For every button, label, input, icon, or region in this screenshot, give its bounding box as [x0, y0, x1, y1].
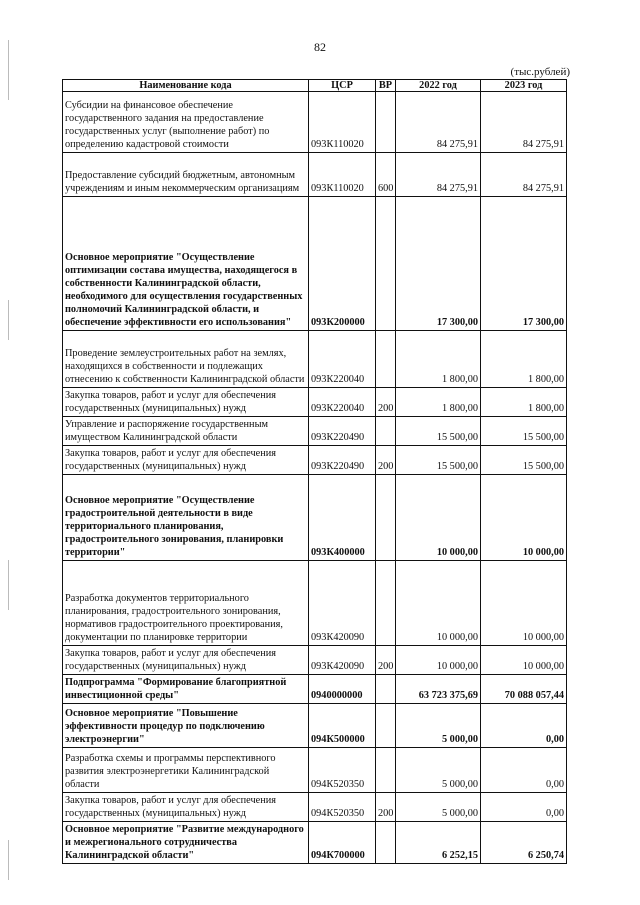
row-value-2022: 10 000,00 [396, 475, 481, 561]
row-name: Предоставление субсидий бюджетным, автономным учреждениям и иным некоммерческим организациям [63, 153, 309, 197]
row-name: Разработка документов территориального планирования, градостроительного зонирования, нормативов градостроительного проектирования, документации по планировке территории [63, 561, 309, 646]
row-name: Закупка товаров, работ и услуг для обеспечения государственных (муниципальных) нужд [63, 446, 309, 475]
row-value-2023: 0,00 [481, 793, 567, 822]
row-name: Проведение землеустроительных работ на землях, находящихся в собственности и подлежащих отнесению к собственности Калининградской области [63, 331, 309, 388]
row-name: Разработка схемы и программы перспективного развития электроэнергетики Калининградской области [63, 748, 309, 793]
row-vr [376, 475, 396, 561]
row-name: Управление и распоряжение государственным имуществом Калининградской области [63, 417, 309, 446]
row-value-2022: 5 000,00 [396, 793, 481, 822]
row-value-2023: 6 250,74 [481, 822, 567, 864]
row-value-2023: 17 300,00 [481, 197, 567, 331]
row-value-2022: 84 275,91 [396, 153, 481, 197]
row-vr: 200 [376, 793, 396, 822]
row-value-2023: 70 088 057,44 [481, 675, 567, 704]
row-value-2023: 0,00 [481, 748, 567, 793]
table-row [63, 475, 567, 561]
table-row [63, 822, 567, 864]
row-value-2022: 84 275,91 [396, 92, 481, 153]
table-row [63, 153, 567, 197]
row-value-2022: 1 800,00 [396, 388, 481, 417]
table-row [63, 197, 567, 331]
row-value-2022: 17 300,00 [396, 197, 481, 331]
row-csr: 093К110020 [309, 153, 376, 197]
row-name: Закупка товаров, работ и услуг для обеспечения государственных (муниципальных) нужд [63, 388, 309, 417]
row-csr: 093К220490 [309, 446, 376, 475]
row-name: Основное мероприятие "Развитие международного и межрегионального сотрудничества Калининградской области" [63, 822, 309, 864]
table-row [63, 793, 567, 822]
row-vr: 600 [376, 153, 396, 197]
row-value-2022: 6 252,15 [396, 822, 481, 864]
budget-table [62, 79, 567, 864]
row-csr: 093К110020 [309, 92, 376, 153]
table-row [63, 646, 567, 675]
row-value-2022: 63 723 375,69 [396, 675, 481, 704]
row-vr [376, 92, 396, 153]
header-2023: 2023 год [481, 80, 567, 92]
row-csr: 0940000000 [309, 675, 376, 704]
header-2022: 2022 год [396, 80, 481, 92]
row-value-2023: 15 500,00 [481, 446, 567, 475]
row-value-2022: 1 800,00 [396, 331, 481, 388]
row-name: Подпрограмма "Формирование благоприятной инвестиционной среды" [63, 675, 309, 704]
table-row [63, 417, 567, 446]
row-vr [376, 704, 396, 748]
row-value-2023: 10 000,00 [481, 646, 567, 675]
row-vr [376, 197, 396, 331]
table-row [63, 388, 567, 417]
row-value-2023: 1 800,00 [481, 388, 567, 417]
row-vr [376, 417, 396, 446]
row-value-2023: 15 500,00 [481, 417, 567, 446]
table-row [63, 561, 567, 646]
row-csr: 093К420090 [309, 561, 376, 646]
row-value-2022: 5 000,00 [396, 748, 481, 793]
row-csr: 093К200000 [309, 197, 376, 331]
row-vr [376, 748, 396, 793]
scan-edge-marks [8, 0, 10, 905]
row-vr [376, 822, 396, 864]
row-name: Субсидии на финансовое обеспечение государственного задания на предоставление государственных услуг (выполнение работ) по определению кадастровой стоимости [63, 92, 309, 153]
row-csr: 093К220490 [309, 417, 376, 446]
table-row [63, 92, 567, 153]
row-value-2022: 15 500,00 [396, 417, 481, 446]
row-vr [376, 675, 396, 704]
row-name: Основное мероприятие "Осуществление градостроительной деятельности в виде территориального планирования, градостроительного зонирования, планировки территории" [63, 475, 309, 561]
row-name: Закупка товаров, работ и услуг для обеспечения государственных (муниципальных) нужд [63, 793, 309, 822]
row-vr [376, 331, 396, 388]
header-vr: ВР [376, 80, 396, 92]
row-vr: 200 [376, 446, 396, 475]
units-label: (тыс.рублей) [510, 66, 570, 78]
row-vr: 200 [376, 388, 396, 417]
header-csr: ЦСР [309, 80, 376, 92]
row-value-2023: 10 000,00 [481, 475, 567, 561]
row-name: Основное мероприятие "Повышение эффективности процедур по подключению электроэнергии" [63, 704, 309, 748]
row-name: Основное мероприятие "Осуществление оптимизации состава имущества, находящегося в собственности Калининградской области, необходимого для осуществления государственных полномочий Калининградской области, и обеспечение эффективности его использования" [63, 197, 309, 331]
row-value-2023: 1 800,00 [481, 331, 567, 388]
table-row [63, 675, 567, 704]
row-csr: 094К520350 [309, 748, 376, 793]
row-csr: 093К420090 [309, 646, 376, 675]
row-value-2023: 0,00 [481, 704, 567, 748]
row-vr [376, 561, 396, 646]
table-row [63, 748, 567, 793]
row-value-2022: 10 000,00 [396, 646, 481, 675]
table-row [63, 331, 567, 388]
row-vr: 200 [376, 646, 396, 675]
row-csr: 094К520350 [309, 793, 376, 822]
row-value-2023: 10 000,00 [481, 561, 567, 646]
row-csr: 093К220040 [309, 388, 376, 417]
row-name: Закупка товаров, работ и услуг для обеспечения государственных (муниципальных) нужд [63, 646, 309, 675]
row-value-2022: 10 000,00 [396, 561, 481, 646]
row-value-2022: 5 000,00 [396, 704, 481, 748]
page-number: 82 [314, 40, 326, 54]
table-header-row [63, 80, 567, 92]
table-row [63, 704, 567, 748]
row-value-2023: 84 275,91 [481, 92, 567, 153]
row-csr: 093К400000 [309, 475, 376, 561]
row-value-2022: 15 500,00 [396, 446, 481, 475]
row-csr: 094К700000 [309, 822, 376, 864]
header-name: Наименование кода [63, 80, 309, 92]
table-row [63, 446, 567, 475]
row-csr: 093К220040 [309, 331, 376, 388]
row-csr: 094К500000 [309, 704, 376, 748]
row-value-2023: 84 275,91 [481, 153, 567, 197]
